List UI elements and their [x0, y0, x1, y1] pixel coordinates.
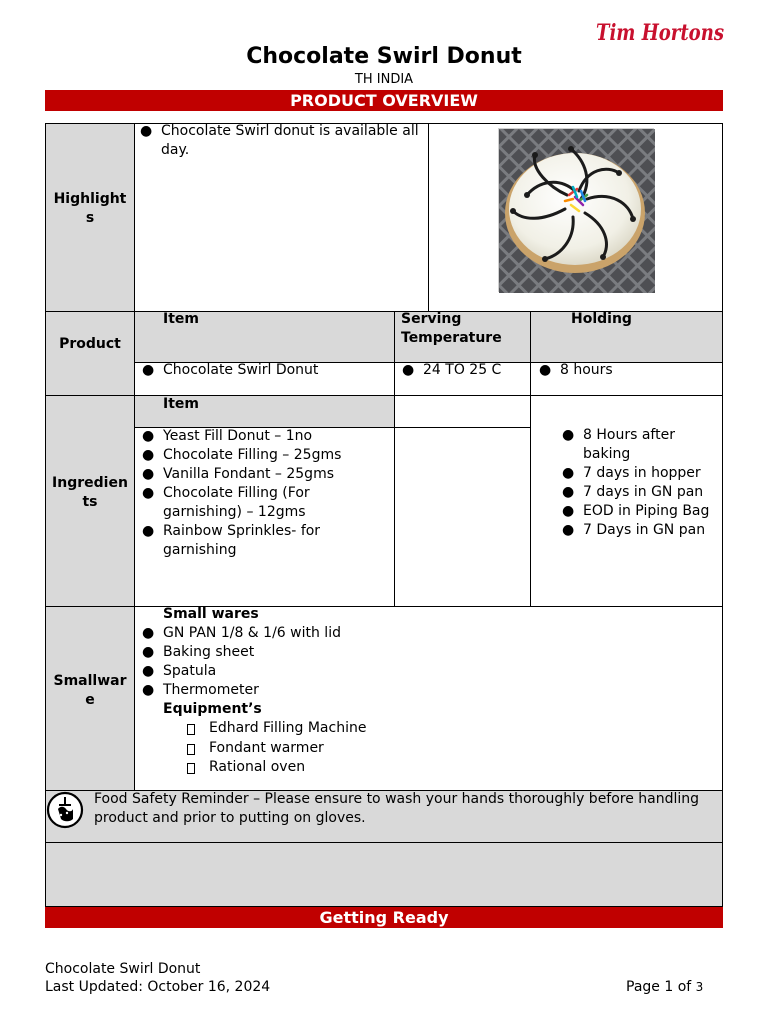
- list-item: ● Spatula: [139, 662, 341, 681]
- equipment-title: Equipment’s: [163, 701, 262, 717]
- tim-hortons-logo: [594, 14, 726, 48]
- list-item: ● 24 TO 25 C: [399, 361, 501, 380]
- list-item: ● Yeast Fill Donut – 1no: [139, 427, 391, 446]
- checkbox-glyph-icon: [187, 744, 195, 755]
- list-item: ● 7 days in hopper: [559, 464, 719, 483]
- list-item: ● Rainbow Sprinkles- for garnishing: [139, 522, 339, 560]
- list-item: ● Chocolate Filling (For garnishing) – 12gms: [139, 484, 339, 522]
- list-item: ● Baking sheet: [139, 643, 341, 662]
- ingredients-serving-header-cell: [394, 395, 531, 428]
- page-label: Page 1 of: [626, 979, 692, 995]
- getting-ready-banner: Getting Ready: [45, 907, 723, 928]
- product-serving-header: Serving Temperature: [401, 311, 502, 346]
- highlights-list: [137, 122, 425, 160]
- food-safety-reminder: Food Safety Reminder – Please ensure to wash your hands thoroughly before handling product and prior to putting on gloves.: [94, 791, 700, 826]
- smallware-label: Smallwar e: [53, 673, 127, 708]
- list-item: ● Chocolate Filling – 25gms: [139, 446, 391, 465]
- checkbox-glyph-icon: [187, 763, 195, 774]
- list-item: ● 7 days in GN pan: [559, 483, 719, 502]
- list-item: Fondant warmer: [185, 739, 366, 759]
- donut-photo: [498, 128, 654, 292]
- product-holding-header: Holding: [571, 311, 632, 327]
- product-overview-banner: PRODUCT OVERVIEW: [45, 90, 723, 111]
- list-item: ● Chocolate Swirl donut is available all day.: [137, 122, 425, 160]
- list-item: ● 8 Hours after baking: [559, 426, 689, 464]
- list-item: Edhard Filling Machine: [185, 719, 366, 739]
- equipment-list: [185, 719, 366, 778]
- handwash-icon: [46, 791, 84, 829]
- footer-product-name: Chocolate Swirl Donut: [45, 961, 201, 977]
- product-holding-list: [536, 361, 613, 380]
- highlights-label: Highlight s: [53, 191, 127, 226]
- footer-last-updated: Last Updated: October 16, 2024: [45, 979, 271, 995]
- small-wares-list: [139, 624, 341, 700]
- ingredients-holding-list: [559, 426, 719, 540]
- list-item: ● Thermometer: [139, 681, 341, 700]
- ingredients-serving-cell: [394, 427, 531, 607]
- list-item: ● Chocolate Swirl Donut: [139, 361, 318, 380]
- ingredients-list: [139, 427, 391, 560]
- ingredients-label: Ingredien ts: [52, 475, 128, 510]
- small-wares-title: Small wares: [163, 606, 259, 622]
- list-item: ● Vanilla Fondant – 25gms: [139, 465, 391, 484]
- page-number: [626, 978, 703, 996]
- empty-row-cell: [45, 842, 723, 907]
- list-item: ● 7 Days in GN pan: [559, 521, 719, 540]
- product-serving-list: [399, 361, 501, 380]
- product-label: Product: [59, 336, 121, 352]
- ingredients-item-header: Item: [163, 396, 199, 412]
- product-item-header: Item: [163, 311, 199, 327]
- list-item: ● 8 hours: [536, 361, 613, 380]
- list-item: Rational oven: [185, 758, 366, 778]
- checkbox-glyph-icon: [187, 724, 195, 735]
- list-item: ● GN PAN 1/8 & 1/6 with lid: [139, 624, 341, 643]
- product-item-list: [139, 361, 318, 380]
- page-subtitle: TH INDIA: [354, 72, 414, 87]
- list-item: ● EOD in Piping Bag: [559, 502, 719, 521]
- page-title: Chocolate Swirl Donut: [246, 44, 522, 69]
- svg-text:Tim Hortons: Tim Hortons: [596, 20, 724, 46]
- page-total: 3: [695, 980, 704, 994]
